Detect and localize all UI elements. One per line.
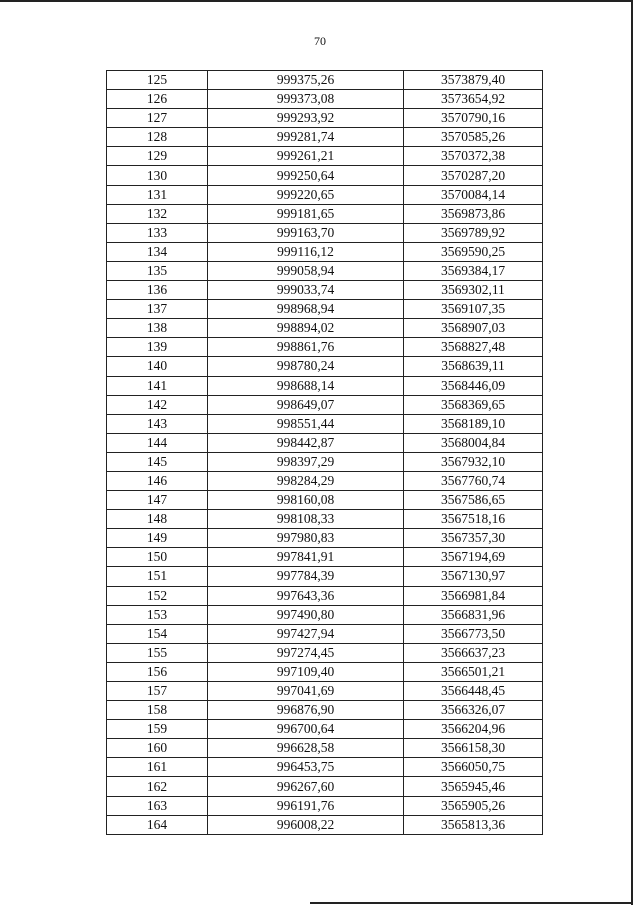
y-coordinate-cell: 3567357,30 [404,529,543,548]
table-row [107,510,543,529]
table-row [107,682,543,701]
table-row [107,815,543,834]
page-edge-bottom [310,902,633,904]
table-row [107,185,543,204]
x-coordinate-cell: 998160,08 [208,491,404,510]
y-coordinate-cell: 3573879,40 [404,71,543,90]
point-number-cell: 145 [107,452,208,471]
y-coordinate-cell: 3567518,16 [404,510,543,529]
x-coordinate-cell: 997274,45 [208,643,404,662]
table-row [107,261,543,280]
point-number-cell: 128 [107,128,208,147]
point-number-cell: 156 [107,662,208,681]
x-coordinate-cell: 997490,80 [208,605,404,624]
y-coordinate-cell: 3570287,20 [404,166,543,185]
y-coordinate-cell: 3566831,96 [404,605,543,624]
x-coordinate-cell: 996628,58 [208,739,404,758]
x-coordinate-cell: 998284,29 [208,471,404,490]
table-row [107,357,543,376]
point-number-cell: 129 [107,147,208,166]
table-row [107,433,543,452]
x-coordinate-cell: 997841,91 [208,548,404,567]
table-row [107,147,543,166]
x-coordinate-cell: 996191,76 [208,796,404,815]
y-coordinate-cell: 3569789,92 [404,223,543,242]
x-coordinate-cell: 997041,69 [208,682,404,701]
table-row [107,796,543,815]
point-number-cell: 150 [107,548,208,567]
y-coordinate-cell: 3573654,92 [404,90,543,109]
point-number-cell: 141 [107,376,208,395]
point-number-cell: 146 [107,471,208,490]
table-row [107,166,543,185]
point-number-cell: 148 [107,510,208,529]
y-coordinate-cell: 3569107,35 [404,300,543,319]
table-row [107,643,543,662]
point-number-cell: 132 [107,204,208,223]
x-coordinate-cell: 999116,12 [208,242,404,261]
point-number-cell: 126 [107,90,208,109]
table-row [107,71,543,90]
point-number-cell: 125 [107,71,208,90]
point-number-cell: 137 [107,300,208,319]
point-number-cell: 147 [107,491,208,510]
y-coordinate-cell: 3569302,11 [404,281,543,300]
x-coordinate-cell: 999281,74 [208,128,404,147]
table-row [107,338,543,357]
x-coordinate-cell: 996876,90 [208,701,404,720]
y-coordinate-cell: 3566637,23 [404,643,543,662]
table-row [107,128,543,147]
point-number-cell: 161 [107,758,208,777]
x-coordinate-cell: 997980,83 [208,529,404,548]
table-row [107,109,543,128]
x-coordinate-cell: 998861,76 [208,338,404,357]
y-coordinate-cell: 3570790,16 [404,109,543,128]
point-number-cell: 151 [107,567,208,586]
point-number-cell: 157 [107,682,208,701]
table-row [107,376,543,395]
y-coordinate-cell: 3566326,07 [404,701,543,720]
y-coordinate-cell: 3567194,69 [404,548,543,567]
x-coordinate-cell: 998551,44 [208,414,404,433]
y-coordinate-cell: 3567130,97 [404,567,543,586]
y-coordinate-cell: 3567932,10 [404,452,543,471]
point-number-cell: 149 [107,529,208,548]
y-coordinate-cell: 3566773,50 [404,624,543,643]
y-coordinate-cell: 3570585,26 [404,128,543,147]
x-coordinate-cell: 998968,94 [208,300,404,319]
point-number-cell: 130 [107,166,208,185]
y-coordinate-cell: 3565905,26 [404,796,543,815]
table-row [107,586,543,605]
x-coordinate-cell: 999163,70 [208,223,404,242]
table-row [107,624,543,643]
y-coordinate-cell: 3566448,45 [404,682,543,701]
y-coordinate-cell: 3569384,17 [404,261,543,280]
table-row [107,605,543,624]
x-coordinate-cell: 999033,74 [208,281,404,300]
y-coordinate-cell: 3568369,65 [404,395,543,414]
x-coordinate-cell: 999261,21 [208,147,404,166]
x-coordinate-cell: 999058,94 [208,261,404,280]
coordinates-table-body [107,71,543,835]
table-row [107,395,543,414]
table-row [107,90,543,109]
y-coordinate-cell: 3565945,46 [404,777,543,796]
point-number-cell: 162 [107,777,208,796]
y-coordinate-cell: 3566158,30 [404,739,543,758]
y-coordinate-cell: 3570084,14 [404,185,543,204]
table-row [107,491,543,510]
y-coordinate-cell: 3566501,21 [404,662,543,681]
x-coordinate-cell: 999220,65 [208,185,404,204]
page-edge-right [631,0,633,905]
page-number: 70 [314,34,326,48]
table-row [107,414,543,433]
point-number-cell: 135 [107,261,208,280]
table-row [107,223,543,242]
x-coordinate-cell: 998397,29 [208,452,404,471]
point-number-cell: 152 [107,586,208,605]
point-number-cell: 164 [107,815,208,834]
point-number-cell: 134 [107,242,208,261]
y-coordinate-cell: 3566050,75 [404,758,543,777]
point-number-cell: 140 [107,357,208,376]
table-row [107,548,543,567]
point-number-cell: 158 [107,701,208,720]
y-coordinate-cell: 3568446,09 [404,376,543,395]
x-coordinate-cell: 999375,26 [208,71,404,90]
point-number-cell: 127 [107,109,208,128]
table-row [107,471,543,490]
point-number-cell: 153 [107,605,208,624]
point-number-cell: 160 [107,739,208,758]
x-coordinate-cell: 999181,65 [208,204,404,223]
x-coordinate-cell: 999373,08 [208,90,404,109]
x-coordinate-cell: 999250,64 [208,166,404,185]
y-coordinate-cell: 3568189,10 [404,414,543,433]
table-row [107,720,543,739]
point-number-cell: 142 [107,395,208,414]
x-coordinate-cell: 997427,94 [208,624,404,643]
point-number-cell: 131 [107,185,208,204]
y-coordinate-cell: 3566204,96 [404,720,543,739]
x-coordinate-cell: 997643,36 [208,586,404,605]
point-number-cell: 159 [107,720,208,739]
point-number-cell: 155 [107,643,208,662]
table-row [107,662,543,681]
x-coordinate-cell: 998688,14 [208,376,404,395]
x-coordinate-cell: 996700,64 [208,720,404,739]
table-row [107,319,543,338]
table-row [107,701,543,720]
table-row [107,739,543,758]
x-coordinate-cell: 998780,24 [208,357,404,376]
y-coordinate-cell: 3566981,84 [404,586,543,605]
y-coordinate-cell: 3567760,74 [404,471,543,490]
x-coordinate-cell: 997784,39 [208,567,404,586]
x-coordinate-cell: 996008,22 [208,815,404,834]
table-row [107,452,543,471]
table-row [107,204,543,223]
x-coordinate-cell: 998649,07 [208,395,404,414]
x-coordinate-cell: 999293,92 [208,109,404,128]
x-coordinate-cell: 998108,33 [208,510,404,529]
y-coordinate-cell: 3567586,65 [404,491,543,510]
point-number-cell: 154 [107,624,208,643]
table-row [107,567,543,586]
x-coordinate-cell: 997109,40 [208,662,404,681]
y-coordinate-cell: 3568907,03 [404,319,543,338]
page-edge-top [0,0,632,2]
x-coordinate-cell: 998894,02 [208,319,404,338]
coordinates-table [106,70,543,835]
table-row [107,242,543,261]
point-number-cell: 143 [107,414,208,433]
point-number-cell: 163 [107,796,208,815]
y-coordinate-cell: 3568639,11 [404,357,543,376]
point-number-cell: 139 [107,338,208,357]
point-number-cell: 133 [107,223,208,242]
table-row [107,300,543,319]
table-row [107,758,543,777]
x-coordinate-cell: 996453,75 [208,758,404,777]
y-coordinate-cell: 3565813,36 [404,815,543,834]
x-coordinate-cell: 996267,60 [208,777,404,796]
x-coordinate-cell: 998442,87 [208,433,404,452]
table-row [107,281,543,300]
y-coordinate-cell: 3569873,86 [404,204,543,223]
y-coordinate-cell: 3569590,25 [404,242,543,261]
y-coordinate-cell: 3570372,38 [404,147,543,166]
point-number-cell: 144 [107,433,208,452]
table-row [107,777,543,796]
table-row [107,529,543,548]
point-number-cell: 138 [107,319,208,338]
y-coordinate-cell: 3568004,84 [404,433,543,452]
point-number-cell: 136 [107,281,208,300]
y-coordinate-cell: 3568827,48 [404,338,543,357]
